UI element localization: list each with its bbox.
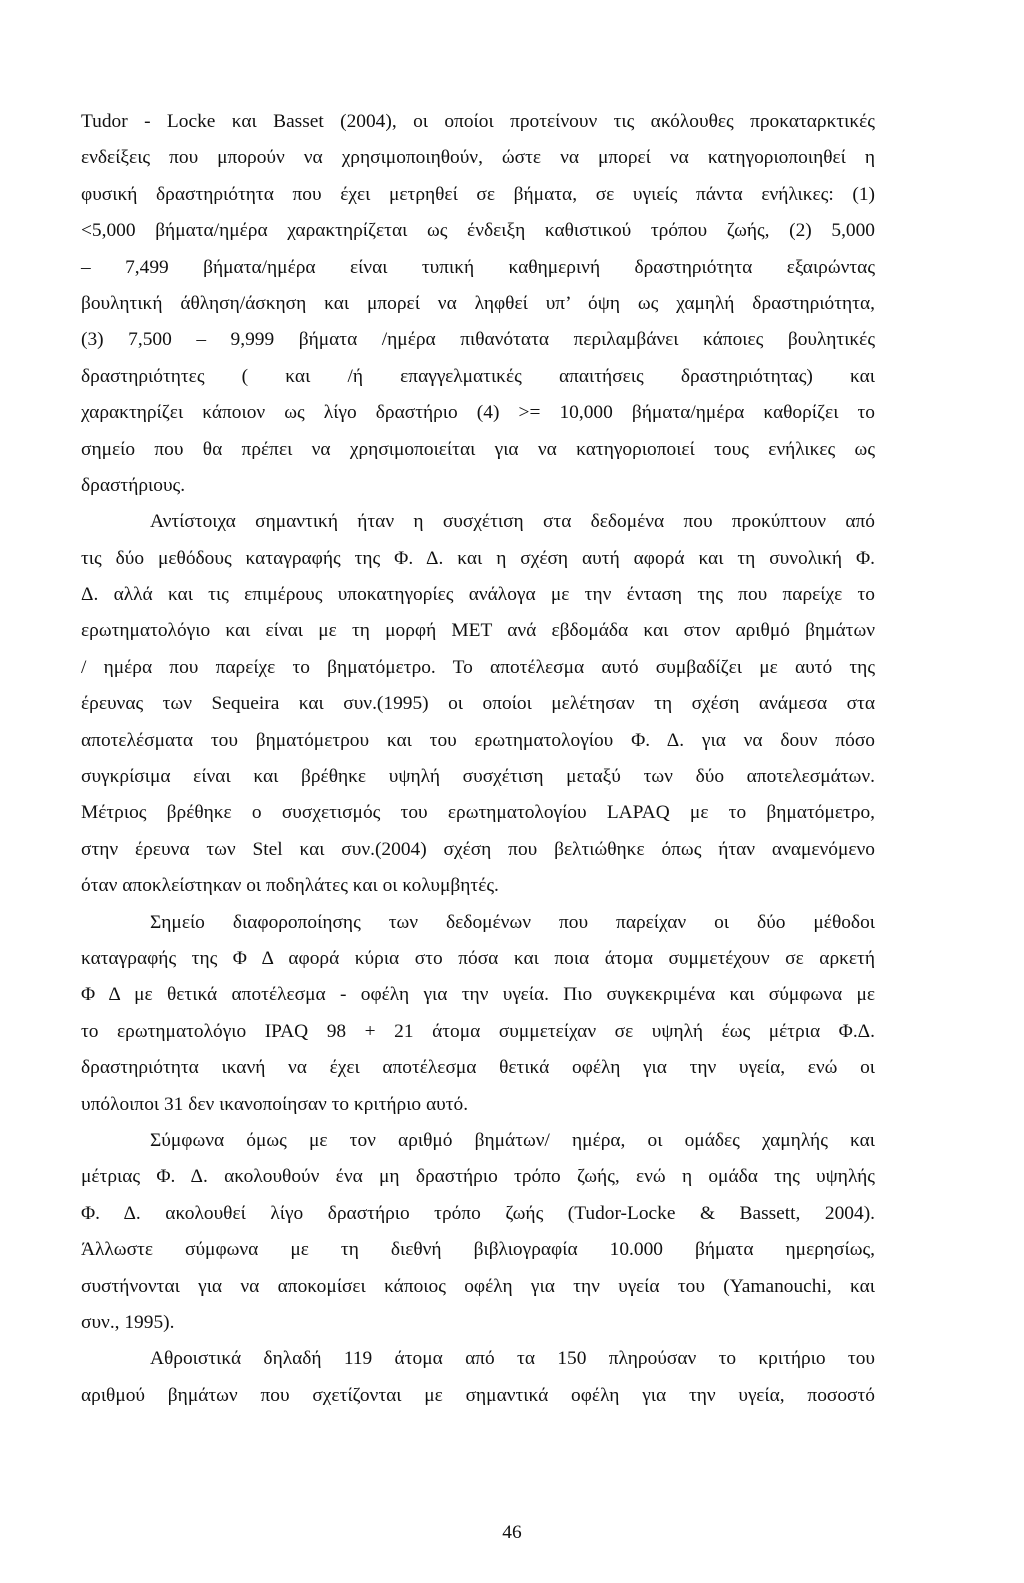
- text-line: έρευνας των Sequeira και συν.(1995) οι οποίοι μελέτησαν τη σχέση ανάμεσα στα: [81, 693, 875, 715]
- text-line: Σύμφωνα όμως με τον αριθμό βημάτων/ ημέρα, οι ομάδες χαμηλής και: [150, 1129, 875, 1151]
- text-line: δραστηριότητα ικανή να έχει αποτέλεσμα θετικά οφέλη για την υγεία, ενώ οι: [81, 1057, 875, 1079]
- text-line: χαρακτηρίζει κάποιον ως λίγο δραστήριο (4) >= 10,000 βήματα/ημέρα καθορίζει το: [81, 402, 875, 424]
- text-line: Φ Δ με θετικά αποτέλεσμα - οφέλη για την υγεία. Πιο συγκεκριμένα και σύμφωνα με: [81, 984, 875, 1006]
- body-text: [81, 104, 875, 1414]
- text-line: συστήνονται για να αποκομίσει κάποιος οφέλη για την υγεία του (Yamanouchi, και: [81, 1275, 875, 1297]
- text-line: καταγραφής της Φ Δ αφορά κύρια στο πόσα και ποια άτομα συμμετέχουν σε αρκετή: [81, 947, 875, 969]
- text-line: Φ. Δ. ακολουθεί λίγο δραστήριο τρόπο ζωής (Tudor-Locke & Bassett, 2004).: [81, 1202, 875, 1224]
- page-number: 46: [502, 1522, 522, 1543]
- text-line: <5,000 βήματα/ημέρα χαρακτηρίζεται ως ένδειξη καθιστικού τρόπου ζωής, (2) 5,000: [81, 220, 875, 242]
- text-line: Tudor - Locke και Basset (2004), οι οποίοι προτείνουν τις ακόλουθες προκαταρκτικές: [81, 111, 875, 132]
- text-line: συν., 1995).: [81, 1311, 175, 1333]
- text-line: Μέτριος βρέθηκε ο συσχετισμός του ερωτηματολογίου LAPAQ με το βηματόμετρο,: [81, 802, 875, 824]
- paragraph: [81, 1341, 875, 1414]
- text-line: / ημέρα που παρείχε το βηματόμετρο. Το αποτέλεσμα αυτό συμβαδίζει με αυτό της: [81, 656, 875, 678]
- text-line: αριθμού βημάτων που σχετίζονται με σημαντικά οφέλη για την υγεία, ποσοστό: [81, 1384, 875, 1406]
- text-line: φυσική δραστηριότητα που έχει μετρηθεί σε βήματα, σε υγιείς πάντα ενήλικες: (1): [81, 183, 875, 205]
- paragraph: [81, 905, 875, 1123]
- text-line: δραστήριους.: [81, 474, 186, 496]
- text-line: συγκρίσιμα είναι και βρέθηκε υψηλή συσχέτιση μεταξύ των δύο αποτελεσμάτων.: [81, 766, 875, 788]
- text-line: υπόλοιποι 31 δεν ικανοποίησαν το κριτήριο αυτό.: [81, 1093, 469, 1115]
- text-line: Αντίστοιχα σημαντική ήταν η συσχέτιση στα δεδομένα που προκύπτουν από: [150, 511, 875, 533]
- text-line: ερωτηματολόγιο και είναι με τη μορφή MET ανά εβδομάδα και στον αριθμό βημάτων: [81, 620, 875, 642]
- text-line: το ερωτηματολόγιο IPAQ 98 + 21 άτομα συμμετείχαν σε υψηλή έως μέτρια Φ.Δ.: [81, 1020, 875, 1042]
- text-line: Αθροιστικά δηλαδή 119 άτομα από τα 150 πληρούσαν το κριτήριο του: [150, 1348, 875, 1370]
- text-line: Άλλωστε σύμφωνα με τη διεθνή βιβλιογραφία 10.000 βήματα ημερησίως,: [81, 1239, 875, 1261]
- text-line: – 7,499 βήματα/ημέρα είναι τυπική καθημερινή δραστηριότητα εξαιρώντας: [81, 256, 875, 278]
- text-line: όταν αποκλείστηκαν οι ποδηλάτες και οι κολυμβητές.: [81, 875, 499, 897]
- text-line: αποτελέσματα του βηματόμετρου και του ερωτηματολογίου Φ. Δ. για να δουν πόσο: [81, 729, 875, 751]
- text-line: βουλητική άθληση/άσκηση και μπορεί να ληφθεί υπ’ όψη ως χαμηλή δραστηριότητα,: [81, 292, 875, 314]
- text-line: τις δύο μεθόδους καταγραφής της Φ. Δ. και η σχέση αυτή αφορά και τη συνολική Φ.: [81, 547, 875, 569]
- text-line: (3) 7,500 – 9,999 βήματα /ημέρα πιθανότατα περιλαμβάνει κάποιες βουλητικές: [81, 329, 875, 351]
- paragraph: [81, 1123, 875, 1341]
- text-line: στην έρευνα των Stel και συν.(2004) σχέση που βελτιώθηκε όπως ήταν αναμενόμενο: [81, 838, 875, 860]
- text-line: ενδείξεις που μπορούν να χρησιμοποιηθούν, ώστε να μπορεί να κατηγοριοποιηθεί η: [81, 147, 875, 169]
- text-line: σημείο που θα πρέπει να χρησιμοποιείται για να κατηγοριοποιεί τους ενήλικες ως: [81, 438, 875, 460]
- paragraph: [81, 504, 875, 904]
- text-line: Σημείο διαφοροποίησης των δεδομένων που παρείχαν οι δύο μέθοδοι: [150, 911, 875, 933]
- paragraph: [81, 104, 875, 504]
- text-line: Δ. αλλά και τις επιμέρους υποκατηγορίες ανάλογα με την ένταση της που παρείχε το: [81, 584, 875, 606]
- text-line: δραστηριότητες ( και /ή επαγγελματικές απαιτήσεις δραστηριότητας) και: [81, 365, 875, 387]
- text-line: μέτριας Φ. Δ. ακολουθούν ένα μη δραστήριο τρόπο ζωής, ενώ η ομάδα της υψηλής: [81, 1166, 875, 1188]
